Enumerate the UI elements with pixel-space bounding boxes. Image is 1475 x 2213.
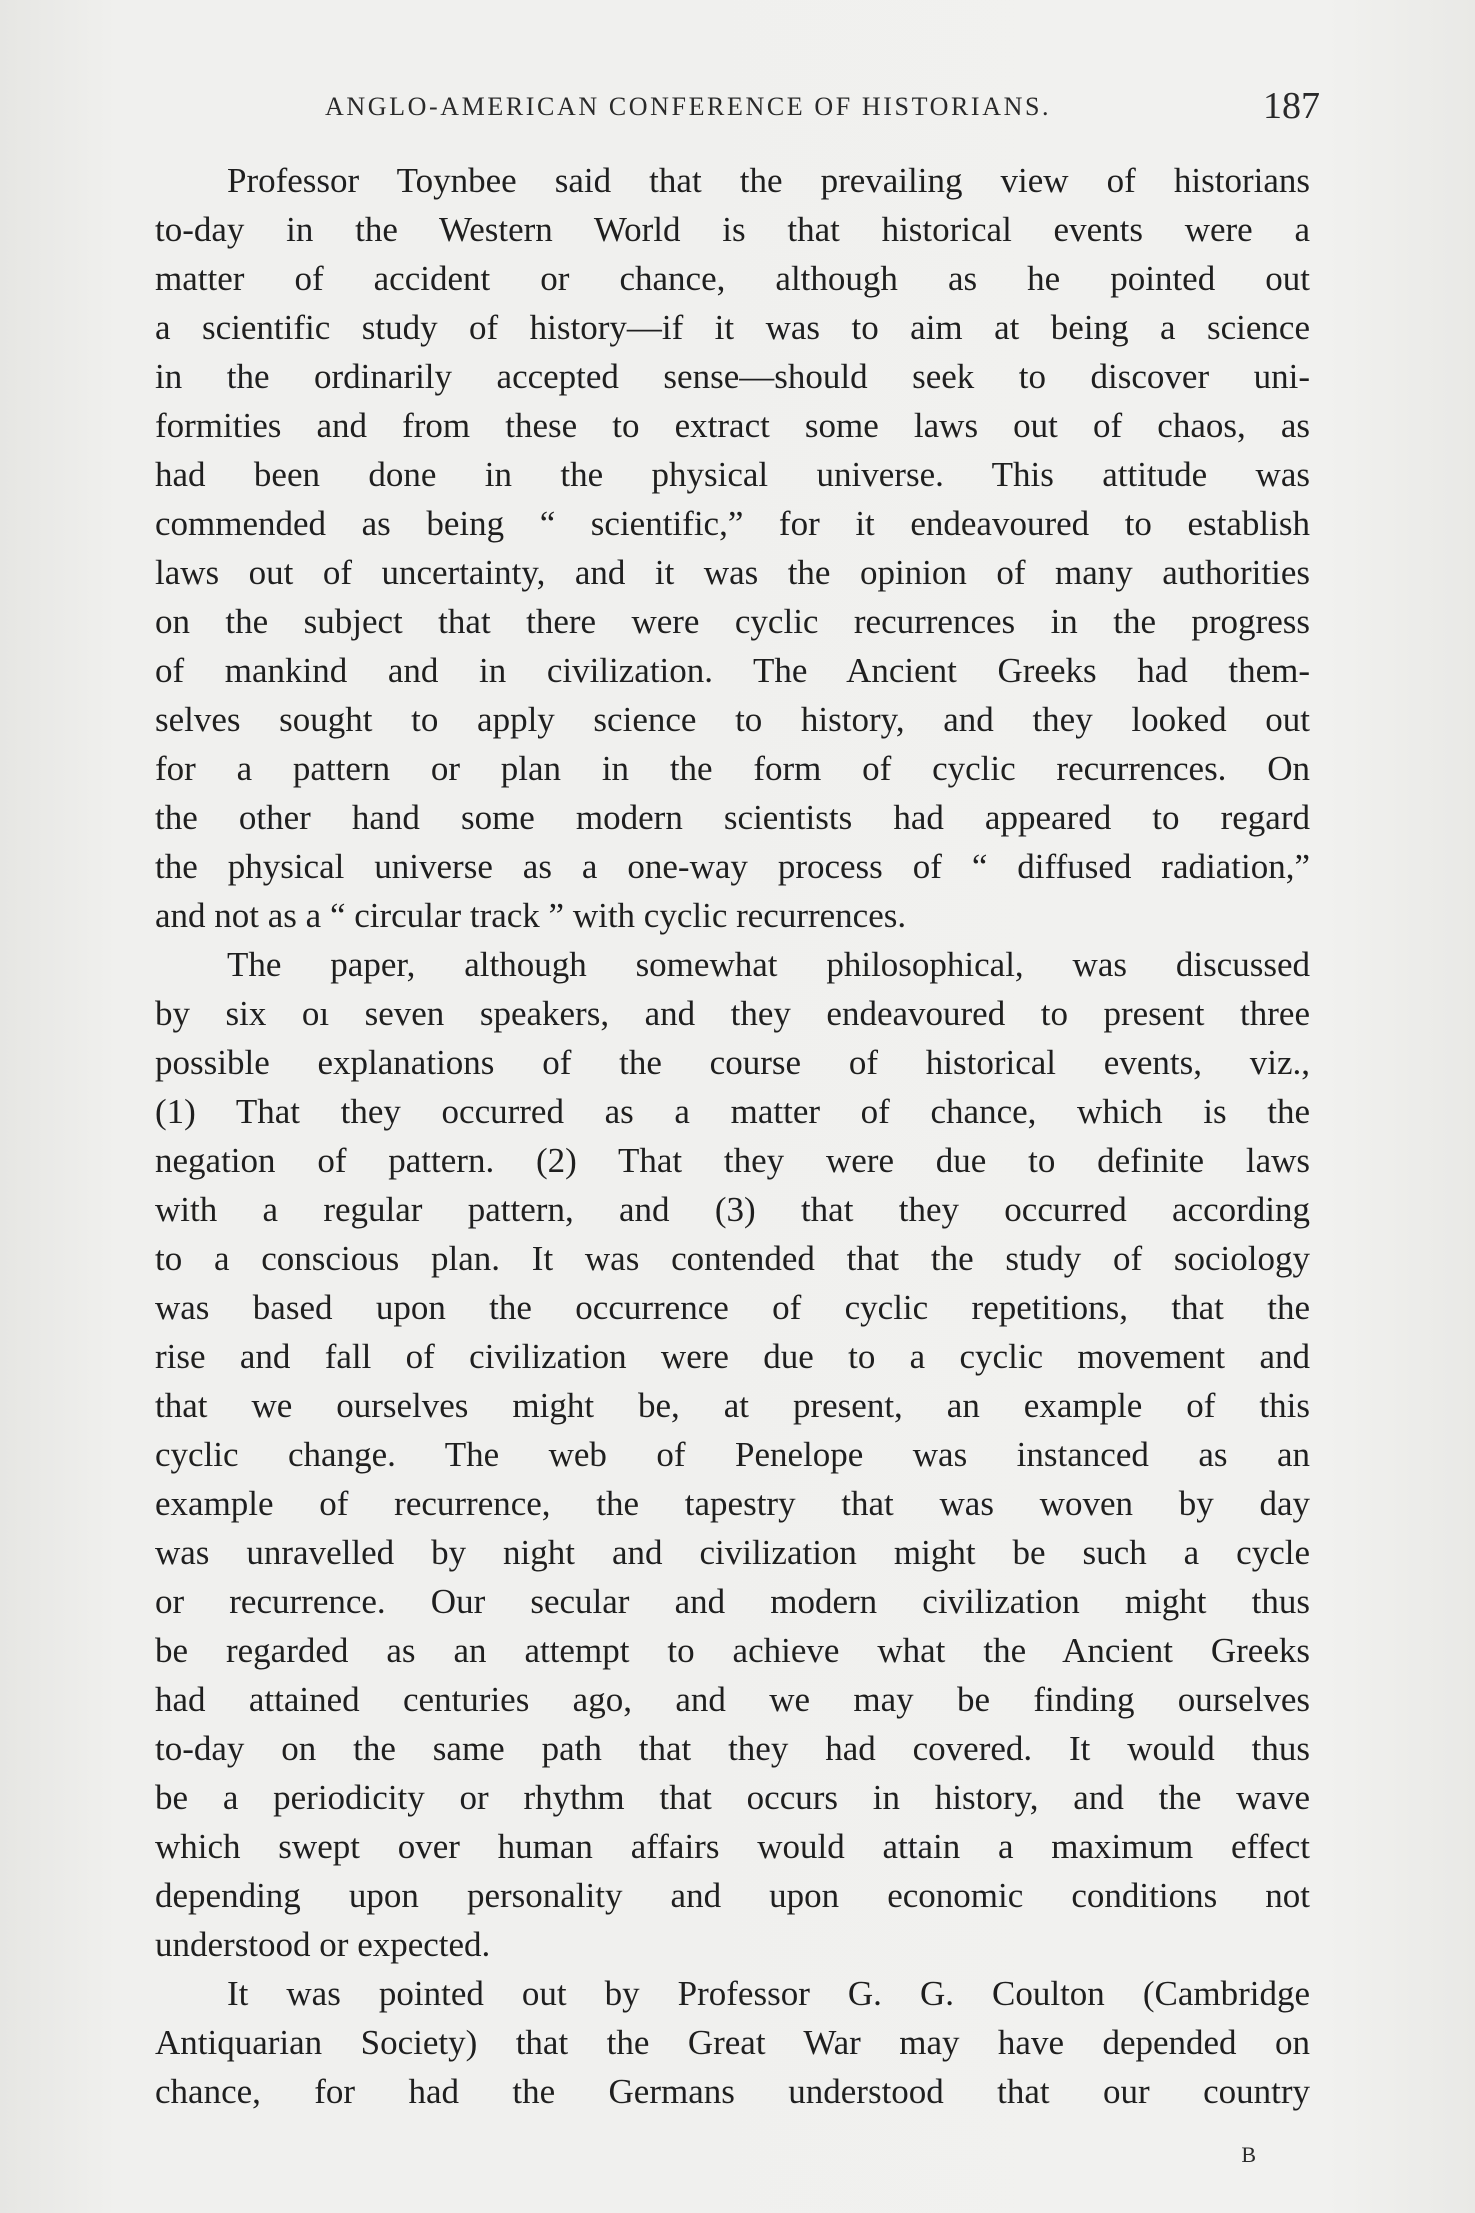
text-line: in the ordinarily accepted sense—should seek to discover uni- <box>155 357 1310 396</box>
text-line: Antiquarian Society) that the Great War may have depended on <box>155 2023 1310 2062</box>
text-line: was based upon the occurrence of cyclic repetitions, that the <box>155 1288 1310 1327</box>
text-line: on the subject that there were cyclic recurrences in the progress <box>155 602 1310 641</box>
text-line: be regarded as an attempt to achieve what the Ancient Greeks <box>155 1631 1310 1670</box>
text-line: chance, for had the Germans understood that our country <box>155 2072 1310 2111</box>
text-line: a scientific study of history—if it was to aim at being a science <box>155 308 1310 347</box>
text-line: (1) That they occurred as a matter of chance, which is the <box>155 1092 1310 1131</box>
paragraph <box>155 1969 1310 2116</box>
text-line: to-day on the same path that they had covered. It would thus <box>155 1729 1310 1768</box>
text-line: had attained centuries ago, and we may be finding ourselves <box>155 1680 1310 1719</box>
text-line: formities and from these to extract some laws out of chaos, as <box>155 406 1310 445</box>
text-line: commended as being “ scientific,” for it endeavoured to establish <box>155 504 1310 543</box>
text-line: with a regular pattern, and (3) that they occurred according <box>155 1190 1310 1229</box>
text-line: the other hand some modern scientists had appeared to regard <box>155 798 1310 837</box>
text-line: rise and fall of civilization were due to a cyclic movement and <box>155 1337 1310 1376</box>
paragraph <box>155 940 1310 1969</box>
text-line: It was pointed out by Professor G. G. Coulton (Cambridge <box>227 1974 1310 2013</box>
text-line: had been done in the physical universe. This attitude was <box>155 455 1310 494</box>
text-line: negation of pattern. (2) That they were due to definite laws <box>155 1141 1310 1180</box>
text-line: of mankind and in civilization. The Ancient Greeks had them- <box>155 651 1310 690</box>
text-line: example of recurrence, the tapestry that was woven by day <box>155 1484 1310 1523</box>
text-line: depending upon personality and upon economic conditions not <box>155 1876 1310 1915</box>
text-line: matter of accident or chance, although as he pointed out <box>155 259 1310 298</box>
text-line: was unravelled by night and civilization might be such a cycle <box>155 1533 1310 1572</box>
text-line: laws out of uncertainty, and it was the opinion of many authorities <box>155 553 1310 592</box>
page-number: 187 <box>1263 85 1320 127</box>
text-line: to a conscious plan. It was contended that the study of sociology <box>155 1239 1310 1278</box>
text-line: The paper, although somewhat philosophical, was discussed <box>227 945 1310 984</box>
text-line: to-day in the Western World is that historical events were a <box>155 210 1310 249</box>
text-line: that we ourselves might be, at present, an example of this <box>155 1386 1310 1425</box>
text-line: the physical universe as a one-way process of “ diffused radiation,” <box>155 847 1310 886</box>
page-header <box>155 84 1320 134</box>
text-line: which swept over human affairs would attain a maximum effect <box>155 1827 1310 1866</box>
text-line: understood or expected. <box>155 1925 491 1964</box>
text-line: or recurrence. Our secular and modern civilization might thus <box>155 1582 1310 1621</box>
text-line: cyclic change. The web of Penelope was instanced as an <box>155 1435 1310 1474</box>
text-line: possible explanations of the course of historical events, viz., <box>155 1043 1310 1082</box>
text-line: be a periodicity or rhythm that occurs in history, and the wave <box>155 1778 1310 1817</box>
text-line: for a pattern or plan in the form of cyclic recurrences. On <box>155 749 1310 788</box>
paragraph <box>155 156 1310 940</box>
signature-mark: B <box>1241 2142 1257 2167</box>
text-line: Professor Toynbee said that the prevailing view of historians <box>227 161 1310 200</box>
body-text <box>155 156 1310 2116</box>
text-line: and not as a “ circular track ” with cyclic recurrences. <box>155 896 907 935</box>
text-line: selves sought to apply science to history, and they looked out <box>155 700 1310 739</box>
running-title: ANGLO-AMERICAN CONFERENCE OF HISTORIANS. <box>325 92 1052 121</box>
text-line: by six oı seven speakers, and they endeavoured to present three <box>155 994 1310 1033</box>
